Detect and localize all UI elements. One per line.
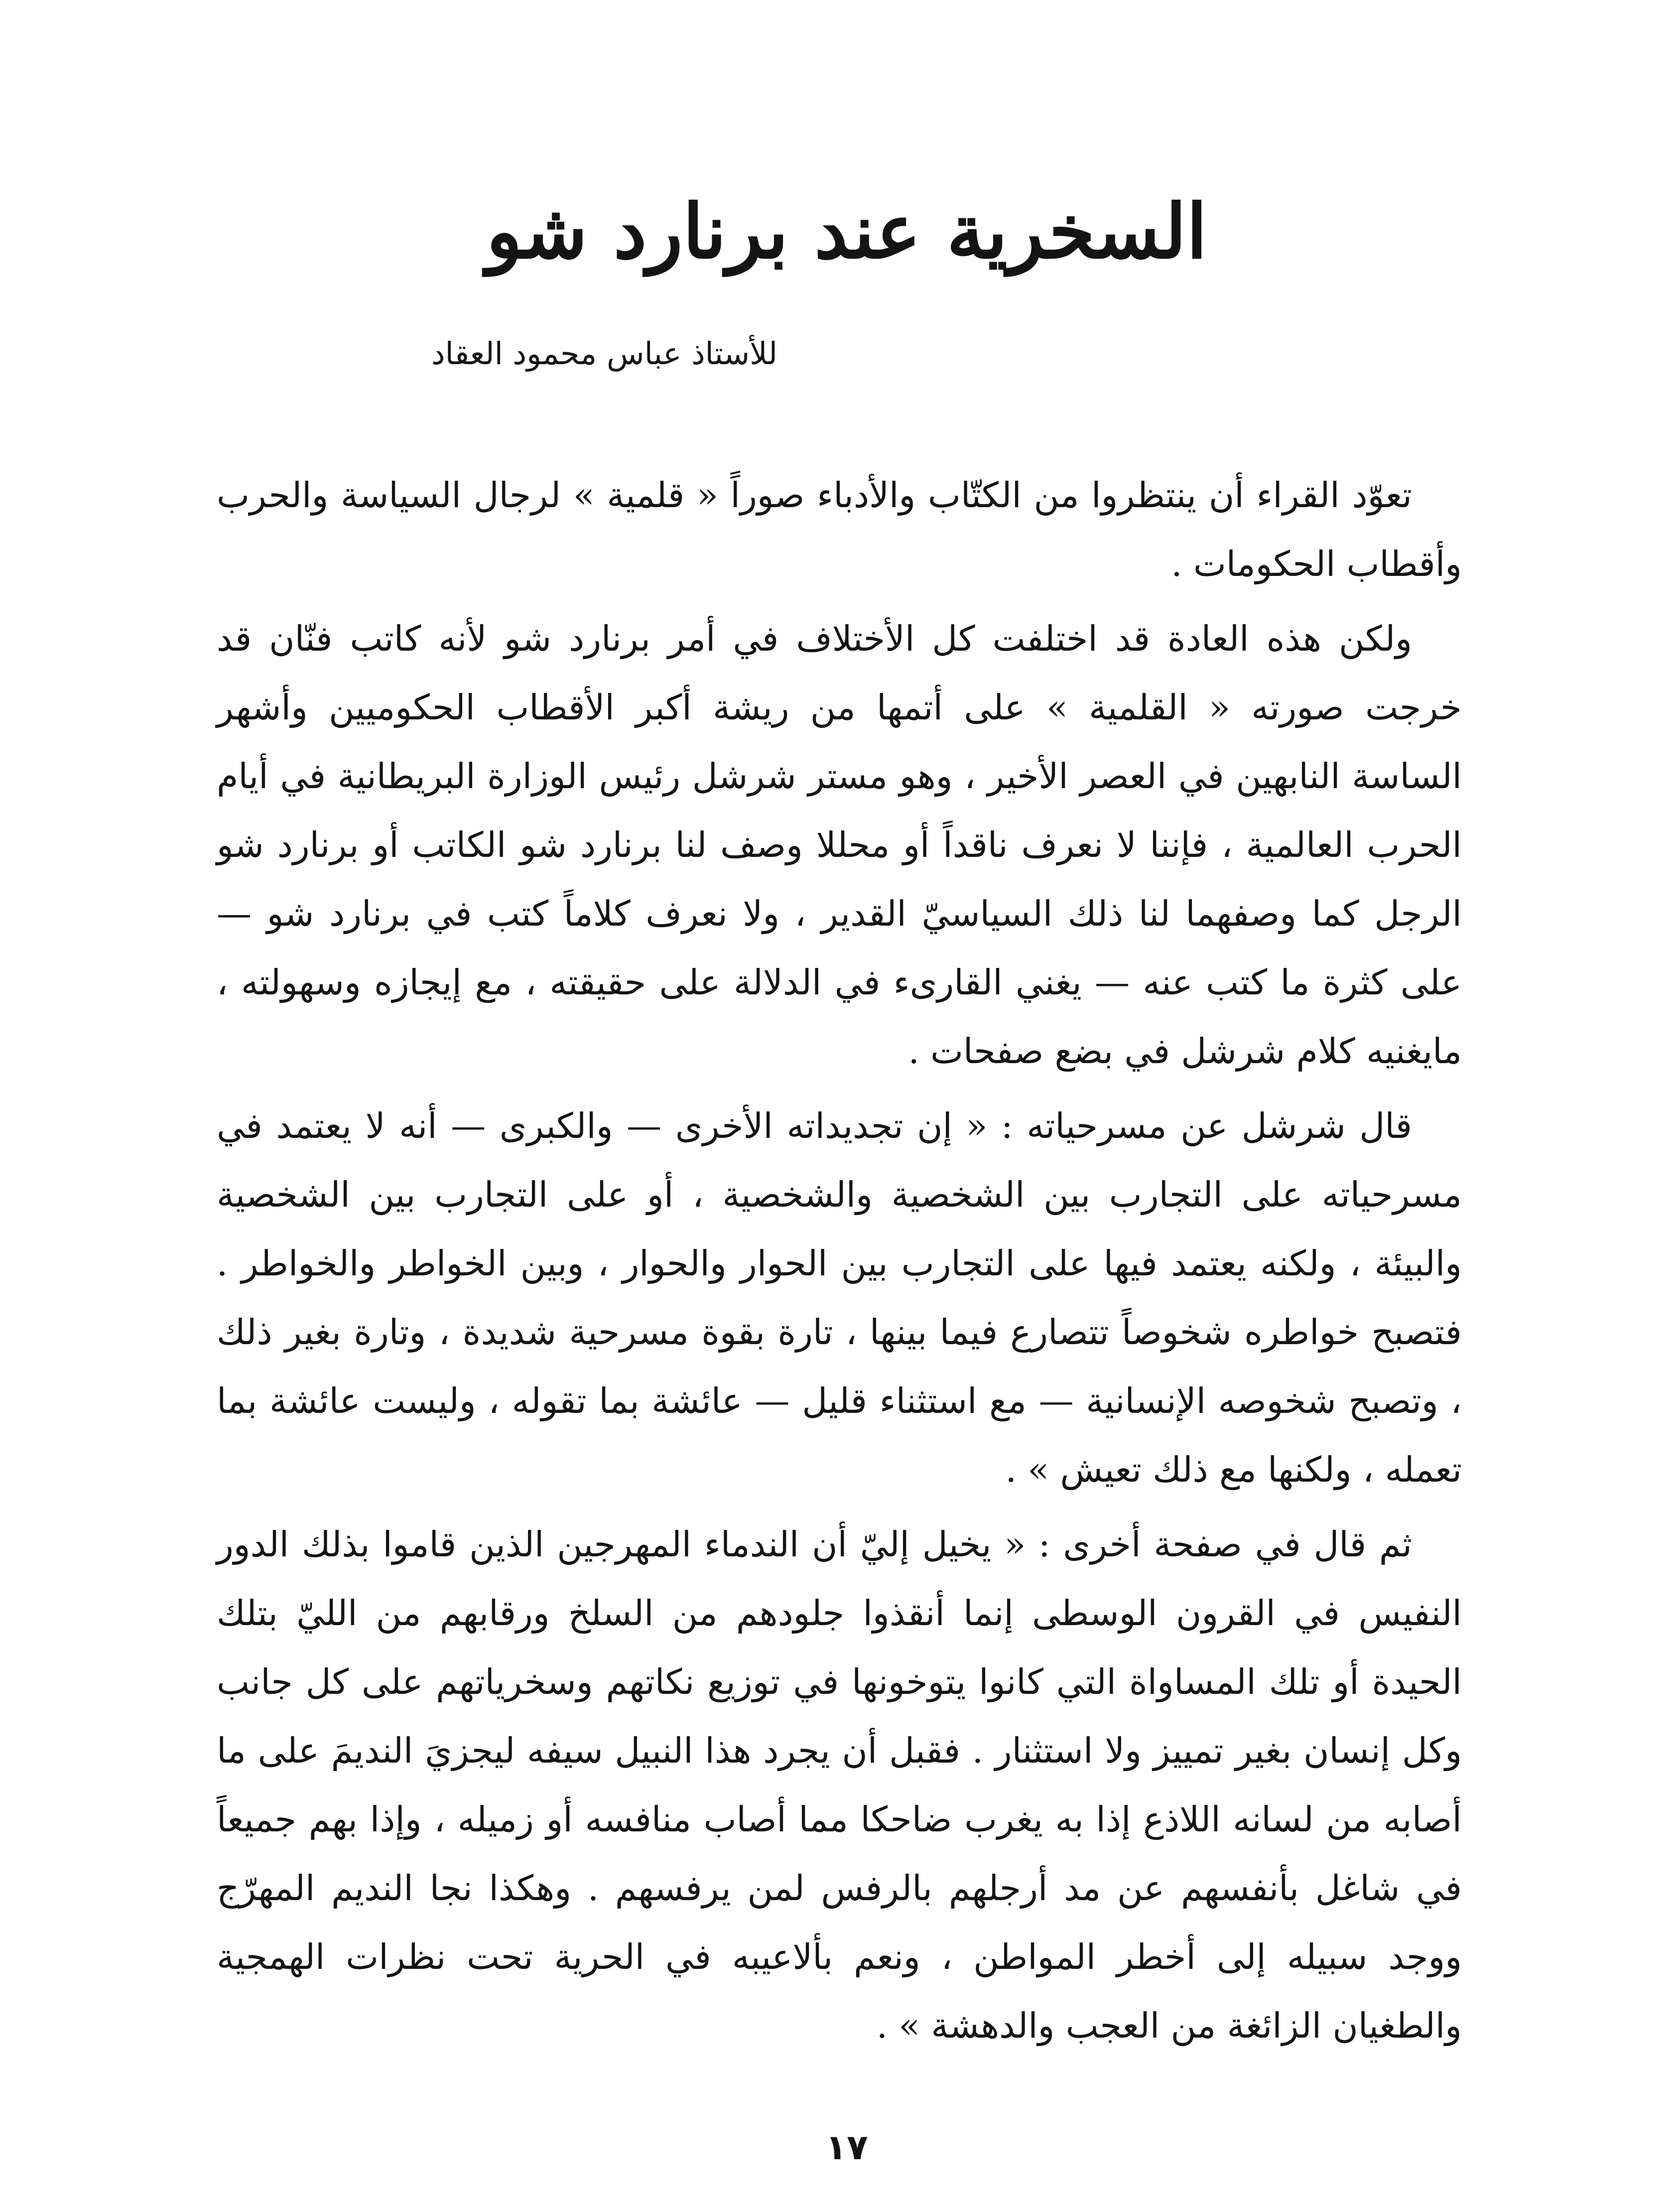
paragraph: قال شرشل عن مسرحياته : « إن تجديداته الأخرى — والكبرى — أنه لا يعتمد في مسرحياته على التجارب بين الشخصية والشخصية ، أو على التجارب بين الشخصية والبيئة ، ولكنه يعتمد فيها على التجارب بين الحوار والحوار ، وبين الخواطر والخواطر . فتصبح خواطره شخوصاً تتصارع فيما بينها ، تارة بقوة مسرحية شديدة ، وتارة بغير ذلك ، وتصبح شخوصه الإنسانية — مع استثناء قليل — عائشة بما تقوله ، وليست عائشة بما تعمله ، ولكنها مع ذلك تعيش » . [217,1106,1462,1490]
paragraph: تعوّد القراء أن ينتظروا من الكتّاب والأدباء صوراً « قلمية » لرجال السياسة والحرب وأقطاب الحكومات . [217,475,1462,584]
paragraph: ثم قال في صفحة أخرى : « يخيل إليّ أن الندماء المهرجين الذين قاموا بذلك الدور النفيس في القرون الوسطى إنما أنقذوا جلودهم من السلخ ورقابهم من الليّ بتلك الحيدة أو تلك المساواة التي كانوا يتوخونها في توزيع نكاتهم وسخرياتهم على كل جانب وكل إنسان بغير تمييز ولا استثنار . فقبل أن يجرد هذا النبيل سيفه ليجزيَ النديمَ على ما أصابه من لسانه اللاذع إذا به يغرب ضاحكا مما أصاب منافسه أو زميله ، وإذا بهم جميعاً في شاغل بأنفسهم عن مد أرجلهم بالرفس لمن يرفسهم . وهكذا نجا النديم المهرّج ووجد سبيله إلى أخطر المواطن ، ونعم بألاعيبه في الحرية تحت نظرات الهمجية والطغيان الزائغة من العجب والدهشة » . [217,1524,1462,2046]
page-number: ١٧ [825,2127,868,2168]
article-author: للأستاذ عباس محمود العقاد [431,335,777,372]
article-body [217,461,1462,2066]
article-title: السخرية عند برنارد شو [486,188,1207,276]
paragraph: ولكن هذه العادة قد اختلفت كل الأختلاف في أمر برنارد شو لأنه كاتب فنّان قد خرجت صورته « القلمية » على أتمها من ريشة أكبر الأقطاب الحكوميين وأشهر الساسة النابهين في العصر الأخير ، وهو مستر شرشل رئيس الوزارة البريطانية في أيام الحرب العالمية ، فإننا لا نعرف ناقداً أو محللا وصف لنا برنارد شو الكاتب أو برنارد شو الرجل كما وصفهما لنا ذلك السياسيّ القدير ، ولا نعرف كلاماً كتب في برنارد شو — على كثرة ما كتب عنه — يغني القارىء في الدلالة على حقيقته ، مع إيجازه وسهولته ، مايغنيه كلام شرشل في بضع صفحات . [217,618,1462,1072]
